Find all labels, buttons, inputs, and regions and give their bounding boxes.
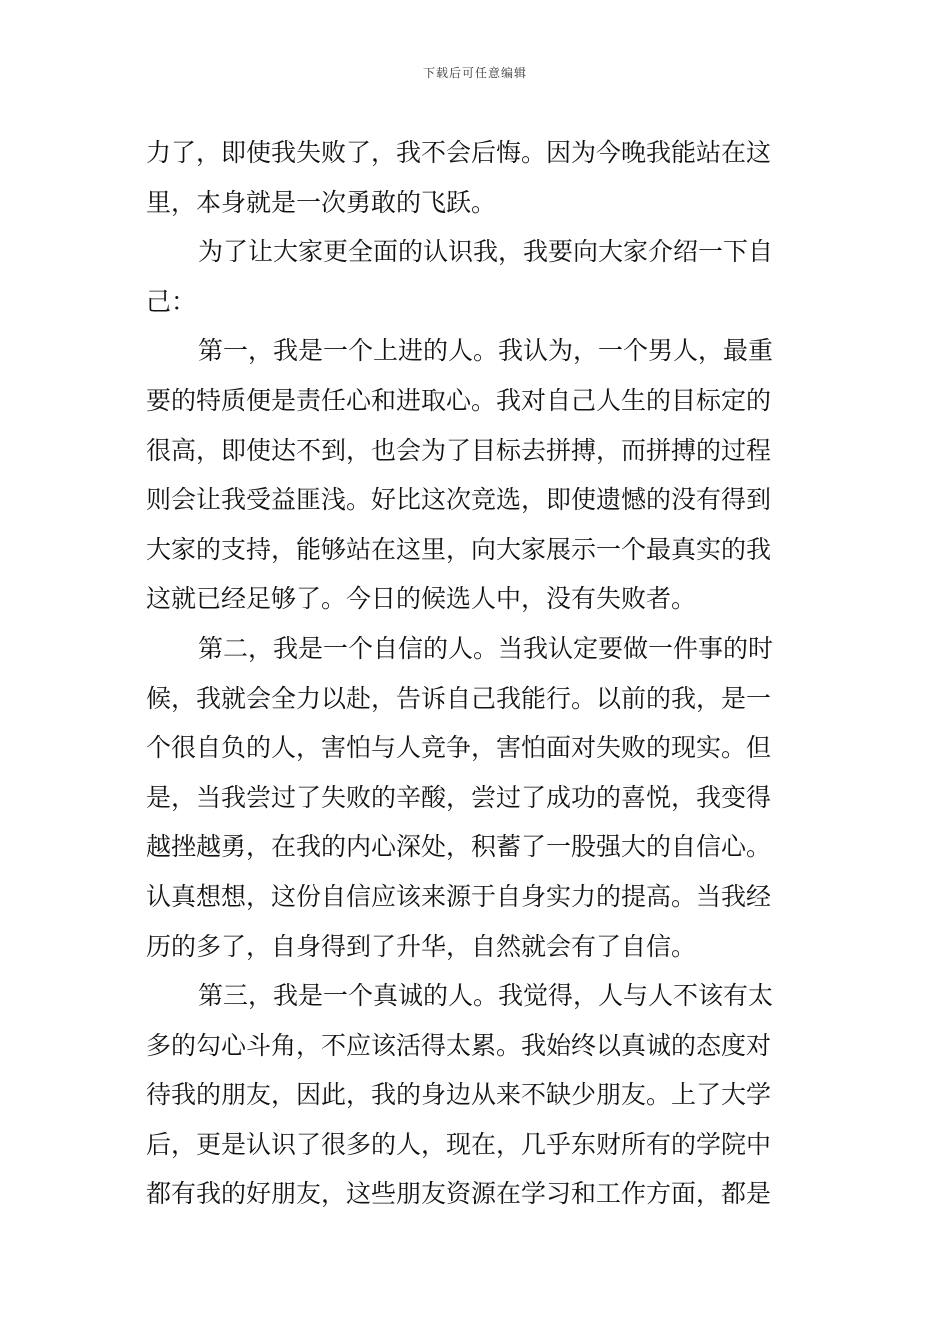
text-line: 候，我就会全力以赴，告诉自己我能行。以前的我，是一 (146, 683, 772, 713)
text-line: 多的勾心斗角，不应该活得太累。我始终以真诚的态度对 (146, 1030, 772, 1060)
text-line: 则会让我受益匪浅。好比这次竞选，即使遗憾的没有得到 (146, 485, 772, 515)
text-line: 后，更是认识了很多的人，现在，几乎东财所有的学院中 (146, 1129, 772, 1159)
text-line: 第三，我是一个真诚的人。我觉得，人与人不该有太 (198, 981, 774, 1011)
text-line: 己： (146, 286, 197, 316)
text-line: 大家的支持，能够站在这里，向大家展示一个最真实的我 (146, 534, 772, 564)
text-line: 这就已经足够了。今日的候选人中，没有失败者。 (146, 584, 697, 614)
body-text (146, 128, 810, 1219)
text-line: 第一，我是一个上进的人。我认为，一个男人，最重 (198, 336, 774, 366)
text-line: 要的特质便是责任心和进取心。我对自己人生的目标定的 (146, 385, 772, 415)
text-line: 都有我的好朋友，这些朋友资源在学习和工作方面，都是 (146, 1179, 772, 1209)
text-line: 里，本身就是一次勇敢的飞跃。 (146, 187, 497, 217)
text-line: 是，当我尝过了失败的辛酸，尝过了成功的喜悦，我变得 (146, 782, 772, 812)
text-line: 力了，即使我失败了，我不会后悔。因为今晚我能站在这 (146, 138, 772, 167)
text-line: 为了让大家更全面的认识我，我要向大家介绍一下自 (198, 237, 774, 267)
text-line: 待我的朋友，因此，我的身边从来不缺少朋友。上了大学 (146, 1080, 772, 1110)
text-line: 越挫越勇，在我的内心深处，积蓄了一股强大的自信心。 (146, 832, 772, 862)
page-header: 下载后可任意编辑 (422, 66, 527, 80)
text-line: 历的多了，自身得到了升华，自然就会有了自信。 (146, 931, 697, 961)
text-line: 第二，我是一个自信的人。当我认定要做一件事的时 (198, 633, 774, 663)
text-line: 认真想想，这份自信应该来源于自身实力的提高。当我经 (146, 881, 772, 911)
text-line: 很高，即使达不到，也会为了目标去拼搏，而拼搏的过程 (146, 435, 772, 465)
text-line: 个很自负的人，害怕与人竞争，害怕面对失败的现实。但 (146, 733, 772, 763)
